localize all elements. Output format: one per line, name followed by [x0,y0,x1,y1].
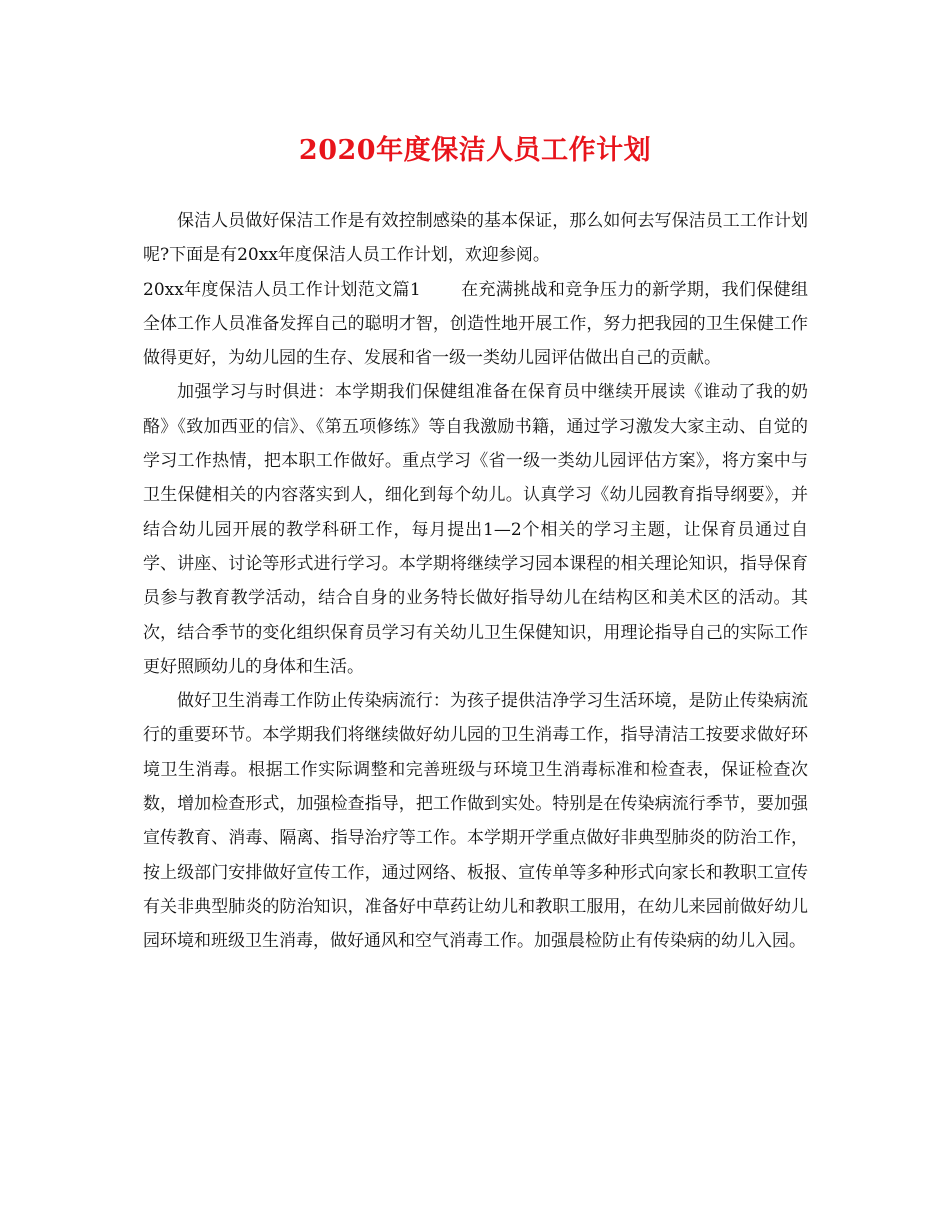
document-title: 2020年度保洁人员工作计划 [298,135,652,166]
intro-paragraph: 保洁人员做好保洁工作是有效控制感染的基本保证，那么如何去写保洁员工工作计划呢?下面是有20xx年度保洁人员工作计划，欢迎参阅。 [143,211,808,266]
study-paragraph: 加强学习与时俱进：本学期我们保健组准备在保育员中继续开展读《谁动了我的奶酪》《致加西亚的信》、《第五项修练》等自我激励书籍，通过学习激发大家主动、自觉的学习工作热情，把本职工作做好。重点学习《省一级一类幼儿园评估方案》，将方案中与卫生保健相关的内容落实到人，细化到每个幼儿。认真学习《幼儿园教育指导纲要》，并结合幼儿园开展的教学科研工作，每月提出1—2个相关的学习主题，让保育员通过自学、讲座、讨论等形式进行学习。本学期将继续学习园本课程的相关理论知识，指导保育员参与教育教学活动，结合自身的业务特长做好指导幼儿在结构区和美术区的活动。其次，结合季节的变化组织保育员学习有关幼儿卫生保健知识，用理论指导自己的实际工作更好照顾幼儿的身体和生活。 [143,382,808,677]
hygiene-paragraph: 做好卫生消毒工作防止传染病流行：为孩子提供洁净学习生活环境，是防止传染病流行的重要环节。本学期我们将继续做好幼儿园的卫生消毒工作，指导清洁工按要求做好环境卫生消毒。根据工作实际调整和完善班级与环境卫生消毒标准和检查表，保证检查次数，增加检查形式，加强检查指导，把工作做到实处。特别是在传染病流行季节，要加强宣传教育、消毒、隔离、指导治疗等工作。本学期开学重点做好非典型肺炎的防治工作，按上级部门安排做好宣传工作，通过网络、板报、宣传单等多种形式向家长和教职工宣传有关非典型肺炎的防治知识，准备好中草药让幼儿和教职工服用，在幼儿来园前做好幼儿园环境和班级卫生消毒，做好通风和空气消毒工作。加强晨检防止有传染病的幼儿入园。 [143,691,808,952]
section-heading: 20xx年度保洁人员工作计划范文篇1 [143,279,421,300]
document-body [143,204,808,959]
section-text: 在充满挑战和竞争压力的新学期，我们保健组全体工作人员准备发挥自己的聪明才智，创造性地开展工作，努力把我园的卫生保健工作做得更好，为幼儿园的生存、发展和省一级一类幼儿园评估做出自己的贡献。 [143,279,808,369]
section-paragraph [143,273,808,376]
